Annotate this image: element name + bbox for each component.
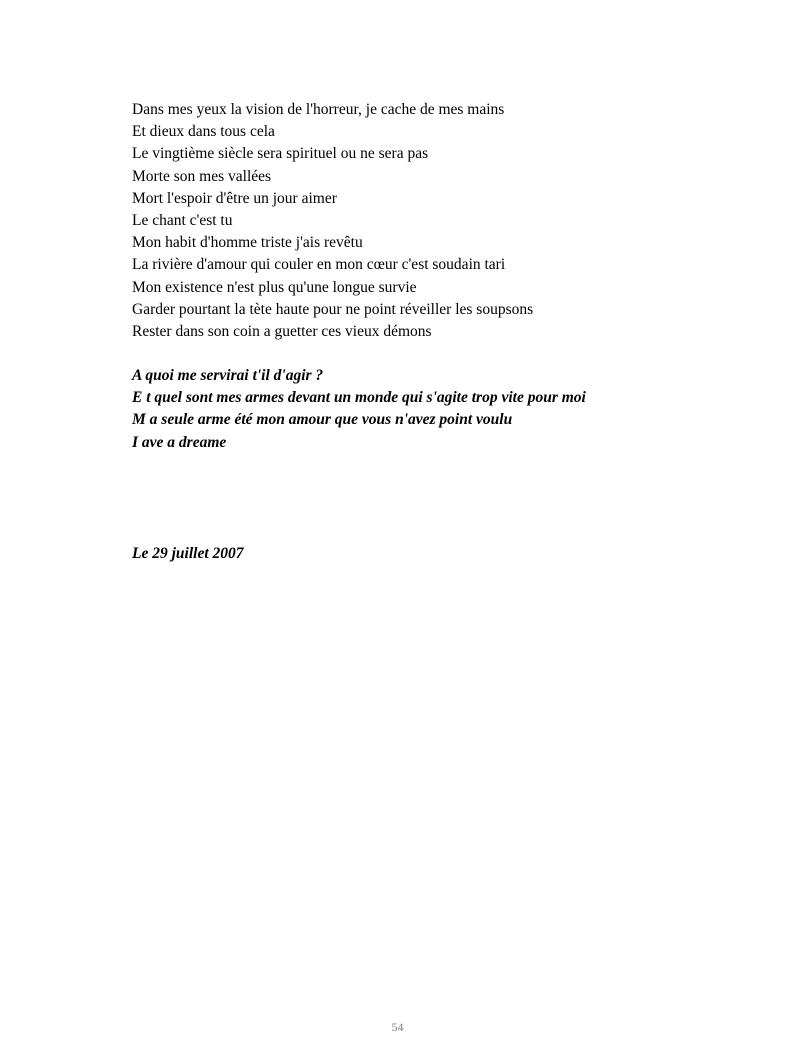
poem-line: Rester dans son coin a guetter ces vieux démons [132, 323, 432, 341]
poem-line: Le vingtième siècle sera spirituel ou ne sera pas [132, 145, 429, 163]
poem-line: Garder pourtant la tète haute pour ne point réveiller les soupsons [132, 300, 534, 318]
page-number: 54 [391, 1020, 404, 1034]
poem-stanza-1 [132, 99, 533, 343]
poem-date: Le 29 juillet 2007 [132, 545, 244, 562]
poem-line: Le chant c'est tu [132, 212, 233, 230]
poem-line: Mon existence n'est plus qu'une longue survie [132, 278, 417, 296]
poem-line-italic: E t quel sont mes armes devant un monde qui s'agite trop vite pour moi [132, 389, 586, 407]
poem-line: La rivière d'amour qui couler en mon cœur c'est soudain tari [132, 256, 506, 274]
poem-line-italic: M a seule arme été mon amour que vous n'avez point voulu [132, 411, 513, 429]
poem-line: Mon habit d'homme triste j'ais revêtu [132, 234, 363, 252]
poem-stanza-2 [132, 365, 586, 454]
poem-line-italic: I ave a dreame [132, 433, 227, 451]
poem-line: Morte son mes vallées [132, 167, 272, 185]
poem-line: Mort l'espoir d'être un jour aimer [132, 189, 337, 207]
poem-line: Et dieux dans tous cela [132, 123, 275, 141]
poem-line: Dans mes yeux la vision de l'horreur, je cache de mes mains [132, 101, 505, 118]
poem-line-italic: A quoi me servirai t'il d'agir ? [132, 367, 324, 384]
